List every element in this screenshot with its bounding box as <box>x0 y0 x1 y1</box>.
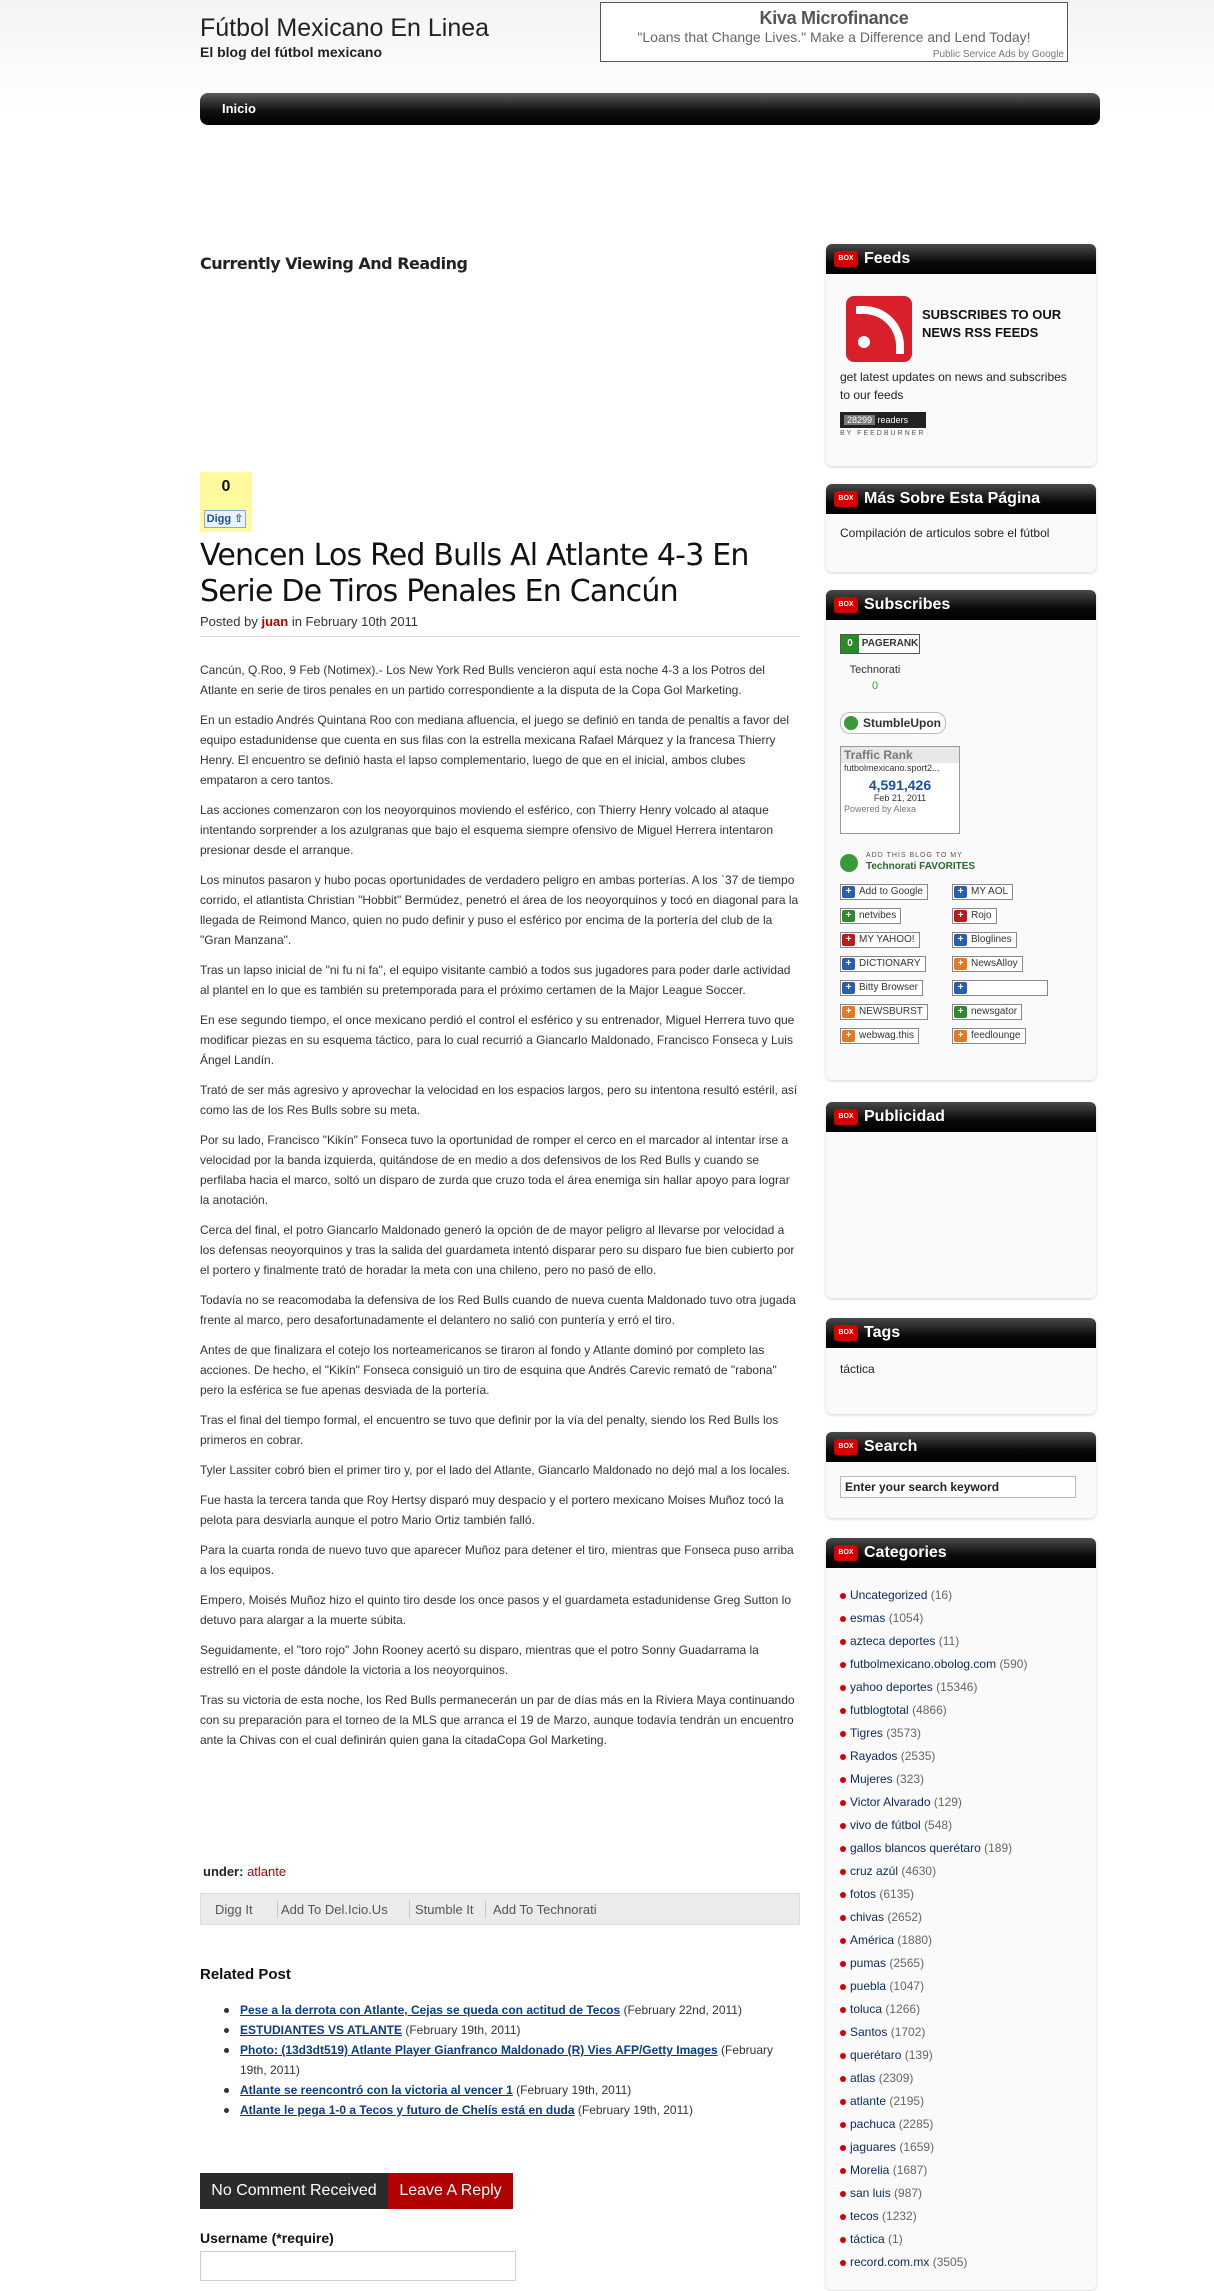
dictionary-button[interactable]: + DICTIONARY <box>840 956 926 972</box>
username-input[interactable] <box>200 2251 516 2281</box>
box-title: Más Sobre Esta Página <box>864 490 1041 507</box>
list-item <box>222 2100 802 2120</box>
technorati-label: Technorati <box>849 664 901 676</box>
pagerank-badge[interactable] <box>840 634 920 654</box>
digg-widget <box>200 472 252 532</box>
stumbleupon-icon <box>844 716 858 730</box>
category-link[interactable]: azteca deportes <box>850 1634 936 1648</box>
pagerank-value: 0 <box>841 635 859 653</box>
list-item <box>840 1906 1027 1929</box>
category-link[interactable]: táctica <box>850 2232 885 2246</box>
box-header <box>826 1538 1096 1568</box>
related-date: (February 19th, 2011) <box>405 2023 521 2037</box>
separator <box>409 1900 410 1918</box>
feedlounge-button[interactable]: + feedlounge <box>952 1028 1026 1044</box>
category-link[interactable]: Rayados <box>850 1749 898 1763</box>
category-count: (2535) <box>900 1749 936 1763</box>
category-link[interactable]: Mujeres <box>850 1772 893 1786</box>
technorati-fav-text: Technorati FAVORITES <box>866 861 976 872</box>
related-date: (February 19th, 2011) <box>240 2043 774 2077</box>
box-icon: BOX <box>834 1109 858 1125</box>
category-link[interactable]: san luis <box>850 2186 891 2200</box>
feedburner-badge[interactable] <box>840 412 926 428</box>
alexa-credit: Powered by Alexa <box>844 804 917 814</box>
subscribe-arrow-button[interactable] <box>952 980 1048 996</box>
list-item <box>840 1837 1027 1860</box>
category-link[interactable]: futblogtotal <box>850 1703 909 1717</box>
category-count: (1054) <box>888 1611 924 1625</box>
box-title: Search <box>864 1438 918 1455</box>
category-link[interactable]: gallos blancos querétaro <box>850 1841 981 1855</box>
rss-icon[interactable] <box>846 296 912 362</box>
post-tags <box>203 1864 286 1879</box>
box-header <box>826 590 1096 620</box>
category-link[interactable]: Uncategorized <box>850 1588 928 1602</box>
category-link[interactable]: cruz azúl <box>850 1864 899 1878</box>
category-count: (1232) <box>882 2209 917 2223</box>
top-ad-banner[interactable] <box>600 2 1068 62</box>
ad-footer[interactable]: Public Service Ads by Google <box>932 49 1064 60</box>
list-item <box>840 1860 1027 1883</box>
category-count: (1702) <box>890 2025 926 2039</box>
category-count: (1) <box>888 2232 903 2246</box>
add-to-google-button[interactable]: + Add to Google <box>840 884 928 900</box>
list-item <box>840 1699 1027 1722</box>
list-item <box>840 1745 1027 1768</box>
search-box <box>826 1432 1096 1518</box>
list-item <box>840 2182 1027 2205</box>
paragraph: Cancún, Q.Roo, 9 Feb (Notimex).- Los New York Red Bulls vencieron aquí esta noche 4-3 a los Potros del Atlante en serie de tiros penales en un partido correspondiente a la disputa de la Copa Gol Marketing. <box>200 663 765 697</box>
separator <box>277 1900 278 1918</box>
paragraph: Las acciones comenzaron con los neoyorquinos moviendo el esférico, con Thierry Henry volcado al ataque intentando sorprender a los azulgranas que bajo el esquema siempre ofensivo de Miguel Herrera intentaron presionar desde el arranque. <box>200 803 774 857</box>
list-item <box>840 2228 1027 2251</box>
box-icon: BOX <box>834 1545 858 1561</box>
box-icon: BOX <box>834 597 858 613</box>
list-item <box>840 2159 1027 2182</box>
share-bar <box>200 1893 800 1925</box>
category-link[interactable]: Santos <box>850 2025 888 2039</box>
separator <box>485 1900 486 1918</box>
paragraph: En un estadio Andrés Quintana Roo con mediana afluencia, el juego se definió en tanda de penaltis a favor del equipo estadunidense que cuenta en sus filas con la estrella mexicana Rafael Márquez y la francesa Thierry Henry. El encuentro se definió hasta el lapso complementario, luego de que en el inicial, ambos clubes empataron a cero tantos. <box>200 713 790 787</box>
category-link[interactable]: Tigres <box>850 1726 883 1740</box>
paragraph: Tras su victoria de esta noche, los Red Bulls permanecerán un par de días más en la Riviera Maya continuando con su preparación para el torneo de la MLS que arranca el 19 de Marzo, aunque todavía tendrán un encuentro ante la Chivas con el cual definirán quien gana la citadaCopa Gol Marketing. <box>200 1693 795 1747</box>
paragraph: Tras el final del tiempo formal, el encuentro se tuvo que definir por la vía del penalty, siendo los Red Bulls los primeros en cobrar. <box>200 1413 779 1447</box>
category-count: (16) <box>930 1588 953 1602</box>
list-item <box>840 2136 1027 2159</box>
list-item <box>840 1630 1027 1653</box>
box-title: Publicidad <box>864 1108 945 1125</box>
category-count: (4630) <box>901 1864 937 1878</box>
box-icon: BOX <box>834 1439 858 1455</box>
about-text: Compilación de articulos sobre el fútbol <box>840 526 1050 540</box>
category-count: (1687) <box>892 2163 928 2177</box>
paragraph: Cerca del final, el potro Giancarlo Maldonado generó la opción de de mayor peligro al llevarse por velocidad a los defensas neoyorquinos y tras la salida del guardameta intentó disparar pero su disparo fue bien cubierto por el portero y finalmente trató de horadar la meta con una chileno, pero no pasó de ello. <box>200 1223 795 1277</box>
publicidad-box <box>826 1102 1096 1298</box>
category-link[interactable]: record.com.mx <box>850 2255 930 2269</box>
feeds-description: get latest updates on news and subscribes to our feeds <box>840 370 1067 402</box>
list-item <box>840 1607 1027 1630</box>
delicious-link[interactable]: Add To Del.Icio.Us <box>281 1902 388 1917</box>
category-link[interactable]: atlas <box>850 2071 876 2085</box>
readers-label: readers <box>877 415 909 425</box>
related-date: (February 19th, 2011) <box>577 2103 694 2117</box>
tags-box <box>826 1318 1096 1414</box>
list-item <box>840 1584 1027 1607</box>
category-count: (1880) <box>897 1933 933 1947</box>
paragraph: Para la cuarta ronda de nuevo tuvo que aparecer Muñoz para detener el tiro, mientras que Fonseca puso arriba a los equipos. <box>200 1543 794 1577</box>
related-heading: Related Post <box>200 1966 291 1983</box>
list-item <box>840 2113 1027 2136</box>
traffic-date: Feb 21, 2011 <box>873 793 927 803</box>
tab-comments[interactable]: No Comment Received <box>200 2173 388 2209</box>
related-link[interactable]: Pese a la derrota con Atlante, Cejas se queda con actitud de Tecos <box>240 2003 621 2017</box>
category-count: (139) <box>904 2048 933 2062</box>
category-count: (1266) <box>885 2002 921 2016</box>
category-link[interactable]: puebla <box>850 1979 887 1993</box>
box-title: Feeds <box>864 250 911 267</box>
box-icon: BOX <box>834 1325 858 1341</box>
category-link[interactable]: tecos <box>850 2209 879 2223</box>
box-header <box>826 1102 1096 1132</box>
ad-headline[interactable]: Kiva Microfinance <box>759 8 909 28</box>
category-link[interactable]: América <box>850 1933 895 1947</box>
paragraph: Fue hasta la tercera tanda que Roy Hertsy disparó muy despacio y el portero mexicano Moises Muñoz tocó la pelota para desviarla aunque el potro Mario Ortiz también falló. <box>200 1493 784 1527</box>
paragraph: Tras un lapso inicial de "ni fu ni fa", el equipo visitante cambió a todos sus jugadores para poder darle actividad al plantel en lo que es también su pretemporada para el próximo certamen de la Major League Soccer. <box>200 963 791 997</box>
box-header <box>826 484 1096 514</box>
paragraph: Tyler Lassiter cobró bien el primer tiro y, por el lado del Atlante, Giancarlo Maldonado no dejó mal a los locales. <box>200 1463 791 1477</box>
my-yahoo-button[interactable]: + MY YAHOO! <box>840 932 920 948</box>
paragraph: Antes de que finalizara el cotejo los norteamericanos se tiraron al fondo y Atlante dominó por completo las acciones. De hecho, el "Kikín" Fonseca consiguió un tiro de esquina que Andrés Carevic remató de "rabona" pero la esférica se fue apenas desviada de la portería. <box>200 1343 777 1397</box>
box-header <box>826 1432 1096 1462</box>
related-list <box>222 2000 802 2120</box>
site-tagline: El blog del fútbol mexicano <box>200 44 383 60</box>
category-link[interactable]: esmas <box>850 1611 886 1625</box>
digg-count: 0 <box>221 478 231 495</box>
list-item <box>222 2020 802 2040</box>
feedburner-credit: BY FEEDBURNER <box>840 430 926 437</box>
traffic-rank-value: 4,591,426 <box>868 777 932 793</box>
technorati-widget[interactable] <box>840 664 910 700</box>
category-count: (987) <box>894 2186 923 2200</box>
category-count: (129) <box>933 1795 962 1809</box>
list-item <box>840 1768 1027 1791</box>
webwag-button[interactable]: + webwag.this <box>840 1028 919 1044</box>
under-label: under: <box>203 1864 244 1879</box>
related-link[interactable]: ESTUDIANTES VS ATLANTE <box>240 2023 403 2037</box>
category-count: (15346) <box>936 1680 978 1694</box>
newsgator-button[interactable]: + newsgator <box>952 1004 1022 1020</box>
digg-it-link[interactable]: Digg It <box>215 1902 253 1917</box>
technorati-value: 0 <box>871 680 879 692</box>
newsburst-button[interactable]: + NEWSBURST <box>840 1004 928 1020</box>
category-link[interactable]: pumas <box>850 1956 887 1970</box>
section-heading: Currently Viewing And Reading <box>200 254 468 273</box>
box-title: Subscribes <box>864 596 951 613</box>
category-link[interactable]: Morelia <box>850 2163 890 2177</box>
list-item <box>840 2067 1027 2090</box>
box-icon: BOX <box>834 491 858 507</box>
category-count: (2565) <box>889 1956 925 1970</box>
related-link[interactable]: Photo: (13d3dt519) Atlante Player Gianfranco Maldonado (R) Vies AFP/Getty Images <box>240 2043 718 2057</box>
digg-button[interactable]: Digg ⇧ <box>204 510 246 528</box>
category-link[interactable]: yahoo deportes <box>850 1680 933 1694</box>
category-link[interactable]: toluca <box>850 2002 883 2016</box>
rojo-button[interactable]: + Rojo <box>952 908 997 924</box>
list-item <box>840 2251 1027 2274</box>
post-date: in February 10th 2011 <box>291 614 419 629</box>
related-date: (February 22nd, 2011) <box>623 2003 742 2017</box>
divider <box>200 636 800 637</box>
list-item <box>840 1676 1027 1699</box>
category-count: (3505) <box>932 2255 968 2269</box>
box-header <box>826 1318 1096 1348</box>
related-date: (February 19th, 2011) <box>516 2083 632 2097</box>
stumble-it-link[interactable]: Stumble It <box>415 1902 474 1917</box>
box-title: Tags <box>864 1324 901 1341</box>
category-count: (189) <box>984 1841 1013 1855</box>
paragraph: Seguidamente, el "toro rojo" John Rooney acertó su disparo, mientras que el potro Sonny Guadarrama la estrelló en el poste dándole la victoria a los neoyorquinos. <box>200 1643 759 1677</box>
about-box <box>826 484 1096 572</box>
main-nav <box>200 93 1100 125</box>
reader-count: 28299 <box>844 415 875 425</box>
list-item <box>840 2021 1027 2044</box>
bloglines-button[interactable]: + Bloglines <box>952 932 1017 948</box>
paragraph: Todavía no se reacomodaba la defensiva de los Red Bulls cuando de nueva cuenta Maldonado tuvo otra jugada frente al marco, pero desafortunadamente el delantero no salió con puntería y erró el tiro. <box>200 1293 796 1327</box>
list-item <box>840 1791 1027 1814</box>
list-item <box>222 2080 802 2100</box>
category-link[interactable]: Victor Alvarado <box>850 1795 931 1809</box>
category-count: (323) <box>896 1772 925 1786</box>
post-meta <box>200 614 418 629</box>
technorati-link[interactable]: Add To Technorati <box>493 1902 597 1917</box>
category-count: (1659) <box>899 2140 935 2154</box>
tab-leave-reply[interactable]: Leave A Reply <box>388 2173 513 2209</box>
category-link[interactable]: pachuca <box>850 2117 896 2131</box>
category-count: (1047) <box>889 1979 925 1993</box>
category-count: (548) <box>924 1818 953 1832</box>
ad-text: "Loans that Change Lives." Make a Difference and Lend Today! <box>637 29 1031 45</box>
paragraph: Empero, Moisés Muñoz hizo el quinto tiro desde los once pasos y el guardameta estadunidense Greg Sutton lo detuvo para alargar a la muerte súbita. <box>200 1593 792 1627</box>
nav-item-inicio[interactable]: Inicio <box>222 101 256 116</box>
list-item <box>840 1952 1027 1975</box>
category-link[interactable]: vivo de fútbol <box>850 1818 921 1832</box>
list-item <box>840 1653 1027 1676</box>
category-link[interactable]: chivas <box>850 1910 885 1924</box>
paragraph: En ese segundo tiempo, el once mexicano perdió el control el esférico y su entrenador, Miguel Herrera tuvo que modificar piezas en su esquema táctico, para lo cual recurrió a Giancarlo Maldonado, Francisco Fonseca y Luis Ángel Landín. <box>200 1013 795 1067</box>
list-item <box>840 1722 1027 1745</box>
paragraph: Por su lado, Francisco "Kikín" Fonseca tuvo la oportunidad de romper el cerco en el marcador al intentar irse a velocidad por la banda izquierda, quitándose de en medio a dos defensivos de los Red Bulls y cuando se perfilaba hacia el marco, soltó un disparo de zurda que cruzo toda el área enemiga sin hallar apoyo para lograr la anotación. <box>200 1133 790 1207</box>
category-link[interactable]: querétaro <box>850 2048 902 2062</box>
list-item <box>840 1975 1027 1998</box>
list-item <box>222 2000 802 2020</box>
list-item <box>840 1998 1027 2021</box>
subscribes-box <box>826 590 1096 1080</box>
rss-subscribe-text[interactable]: SUBSCRIBES TO OUR NEWS RSS FEEDS <box>922 307 1062 340</box>
paragraph: Trató de ser más agresivo y aprovechar la velocidad en los espacios largos, pero su intentona resultó estéril, así como las de los Res Bulls sobre su meta. <box>200 1083 798 1117</box>
technorati-icon <box>840 854 858 872</box>
stumbleupon-button[interactable] <box>840 712 946 734</box>
category-count: (2285) <box>898 2117 934 2131</box>
category-list <box>840 1584 1027 2274</box>
categories-box <box>826 1538 1096 2290</box>
search-input[interactable]: Enter your search keyword <box>840 1476 1076 1498</box>
paragraph: Los minutos pasaron y hubo pocas oportunidades de verdadero peligro en ambas porterías. A los `37 de tiempo corrido, el atlantista Christian "Hobbit" Bermúdez, penetró el área de los neoyorquinos y tocó en diagonal para la llegada de Reimond Manco, quien no pudo definir y puso el esférico por encima de la portería del club de la "Gran Manzana". <box>200 873 799 947</box>
box-title: Categories <box>864 1544 947 1561</box>
list-item <box>840 2090 1027 2113</box>
list-item <box>840 1883 1027 1906</box>
tag-link-tactica[interactable]: táctica <box>840 1362 875 1376</box>
post-title[interactable]: Vencen Los Red Bulls Al Atlante 4-3 En Serie De Tiros Penales En Cancún <box>200 538 749 609</box>
box-icon: BOX <box>834 251 858 267</box>
technorati-favorites[interactable] <box>840 852 1020 874</box>
category-count: (590) <box>999 1657 1028 1671</box>
netvibes-button[interactable]: + netvibes <box>840 908 901 924</box>
category-count: (2195) <box>889 2094 925 2108</box>
box-header <box>826 244 1096 274</box>
newsalloy-button[interactable]: + NewsAlloy <box>952 956 1023 972</box>
category-link[interactable]: jaguares <box>850 2140 897 2154</box>
category-count: (3573) <box>886 1726 921 1740</box>
related-link[interactable]: Atlante le pega 1-0 a Tecos y futuro de Chelís está en duda <box>240 2103 575 2117</box>
pagerank-label: PAGERANK <box>861 638 919 649</box>
category-link[interactable]: atlante <box>850 2094 887 2108</box>
stumbleupon-label: StumbleUpon <box>863 716 941 730</box>
category-count: (4866) <box>912 1703 947 1717</box>
category-count: (2652) <box>887 1910 923 1924</box>
category-link[interactable]: futbolmexicano.obolog.com <box>850 1657 997 1671</box>
list-item <box>222 2040 802 2080</box>
list-item <box>840 1929 1027 1952</box>
author-link[interactable]: juan <box>261 614 289 629</box>
username-label: Username (*require) <box>200 2230 334 2246</box>
post-body <box>200 660 800 1760</box>
tag-link-atlante[interactable]: atlante <box>247 1864 287 1879</box>
technorati-fav-top: ADD THIS BLOG TO MY <box>866 852 963 859</box>
traffic-rank-title: Traffic Rank <box>841 747 959 763</box>
list-item <box>840 2205 1027 2228</box>
category-count: (11) <box>938 1634 960 1648</box>
feeds-box <box>826 244 1096 466</box>
category-link[interactable]: fotos <box>850 1887 877 1901</box>
site-title[interactable]: Fútbol Mexicano En Linea <box>200 14 490 42</box>
list-item <box>840 1814 1027 1837</box>
traffic-domain: futbolmexicano.sport2... <box>844 763 940 773</box>
alexa-widget[interactable] <box>840 746 960 834</box>
list-item <box>840 2044 1027 2067</box>
my-aol-button[interactable]: + MY AOL <box>952 884 1013 900</box>
posted-by-label: Posted by <box>200 614 258 629</box>
category-count: (6135) <box>879 1887 915 1901</box>
related-link[interactable]: Atlante se reencontró con la victoria al vencer 1 <box>240 2083 513 2097</box>
bitty-browser-button[interactable]: + Bitty Browser <box>840 980 923 996</box>
category-count: (2309) <box>878 2071 914 2085</box>
